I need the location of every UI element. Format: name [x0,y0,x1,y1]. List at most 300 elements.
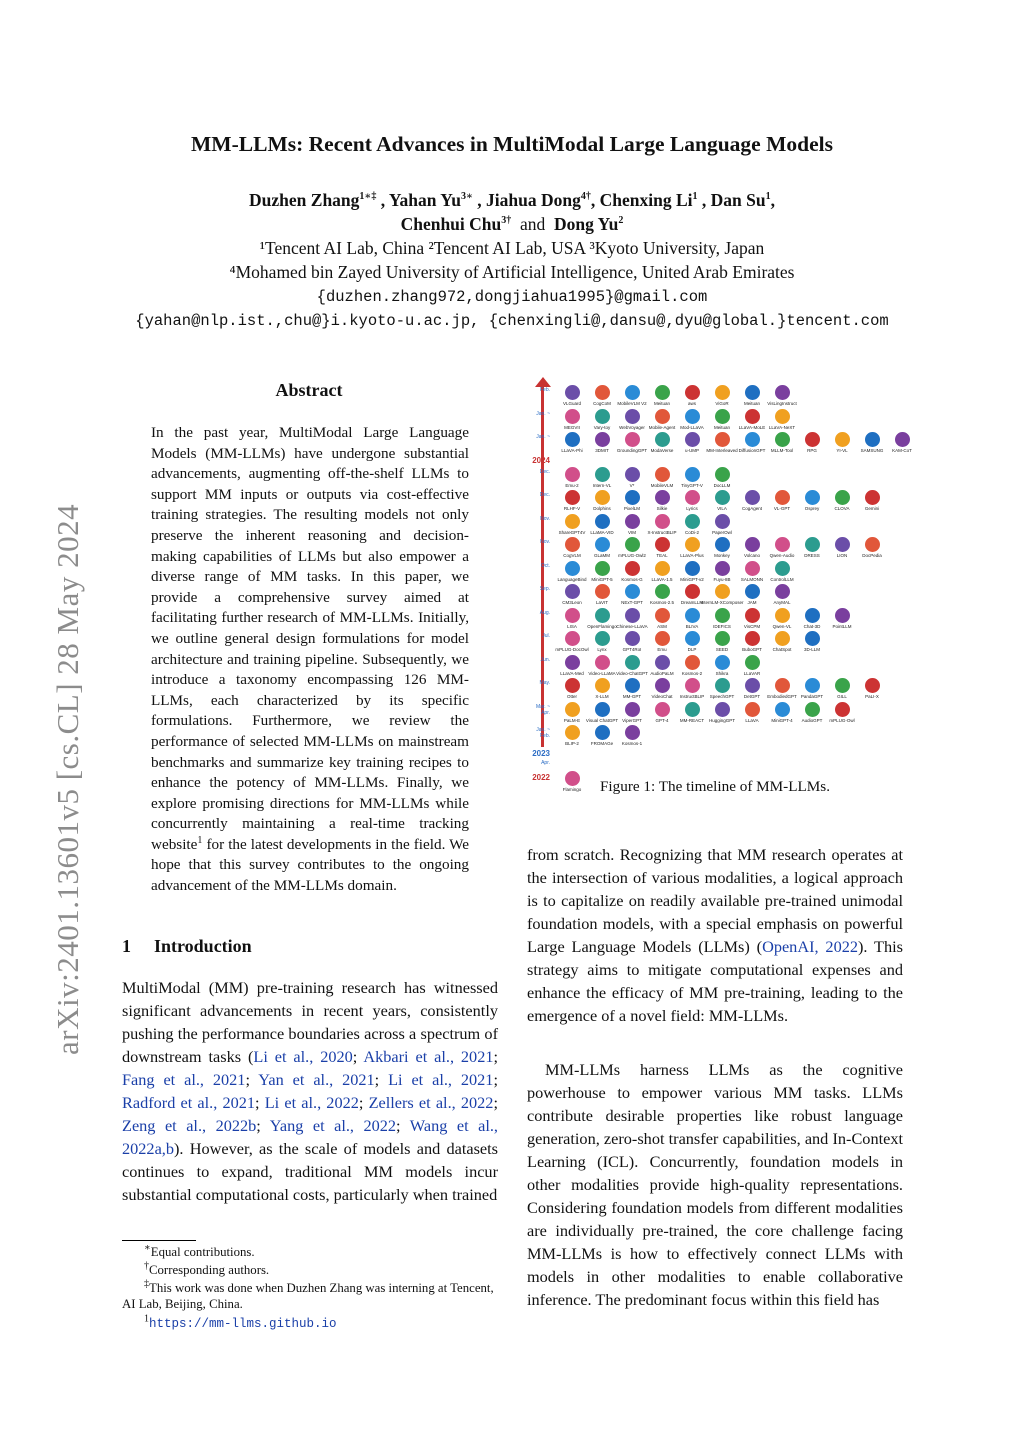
model-name: Video-ChatGPT [616,670,648,676]
model-name: SAMSUNG [860,448,884,453]
footnote [122,1280,498,1312]
model-entry [618,490,646,511]
citation[interactable]: Zellers et al., 2022 [368,1093,494,1112]
model-name: CogVLM [563,553,581,558]
footnote-mark: 1 [197,834,203,846]
model-name: RPG [807,448,817,453]
timeline-row [558,725,646,746]
timeline-label: Apr. [541,759,550,766]
model-entry [648,631,676,652]
model-name: LLaMA-VID [590,529,614,535]
model-entry [648,678,676,699]
model-name: AudioPaLM [650,670,674,676]
model-entry [588,432,616,453]
abstract-text [151,423,469,897]
model-name: ViGoR [715,401,729,406]
model-name: X-InstructBLIP [647,529,677,535]
model-name: Kosmos-2 [681,670,703,676]
model-logo-icon [655,655,670,670]
model-name: SpeechGPT [709,694,735,699]
project-link[interactable]: https://mm-llms.github.io [149,1317,337,1331]
model-name: MobileVLM [650,482,674,488]
model-entry [618,467,646,488]
model-entry [768,631,796,652]
model-entry [588,561,616,582]
timeline-row [558,655,766,676]
model-name: AudioGPT [801,717,823,723]
footnote-mark: † [144,1260,149,1272]
citation-separator: ; [493,1070,498,1089]
model-entry [678,490,706,511]
model-logo-icon [595,467,610,482]
model-logo-icon [685,467,700,482]
model-name: mPLUG-DocOwl [555,647,589,652]
email-line-1: {duzhen.zhang972,dongjiahua1995}@gmail.com [316,288,708,306]
model-entry [768,561,796,582]
model-logo-icon [595,725,610,740]
model-logo-icon [685,561,700,576]
model-logo-icon [715,584,730,599]
model-entry [708,561,736,582]
timeline-label: 2022 [532,772,550,782]
model-name: TinyGPT-V [681,482,703,488]
paragraph-text-end: ). This strategy aims to mitigate computational expenses and enhance the efficacy of MM pre-training, leading to the emergence of a novel field: MM-LLMs. [527,937,903,1025]
model-logo-icon [685,537,700,552]
model-logo-icon [625,385,640,400]
model-name: PaperOwl [712,529,732,535]
model-name: GPT4RoI [622,647,642,652]
model-logo-icon [715,514,730,529]
model-logo-icon [595,432,610,447]
author: Dong Yu [554,214,619,234]
timeline-row [558,514,736,535]
model-entry [648,608,676,629]
model-logo-icon [775,432,790,447]
timeline-row [558,537,886,558]
model-name: MM-GPT [622,694,642,699]
model-entry [738,409,766,430]
model-entry [678,537,706,558]
model-logo-icon [865,490,880,505]
model-entry [588,490,616,511]
author-and: and [520,214,546,234]
model-entry [558,702,586,723]
model-logo-icon [565,608,580,623]
model-name: 3D-LLM [803,647,820,652]
model-logo-icon [685,514,700,529]
model-entry [618,537,646,558]
author-line-1: Duzhen Zhang$^{1∗\ddagger}$ , Yahan $Yu^{3∗}$ , Jiahua Dong$^{4\dagger}$, Chenxing Li$^1$ , Dan Su$^1$, [249,190,775,210]
model-name: Kosmos-G [621,576,643,582]
model-logo-icon [775,631,790,646]
model-entry [618,725,646,746]
model-entry [738,490,766,511]
model-name: Emu-2 [565,482,579,488]
model-entry [588,655,616,676]
model-name: MiniGPT-5 [591,576,613,582]
model-entry [768,608,796,629]
model-name: ShareGPT4V [558,529,586,535]
model-logo-icon [835,678,850,693]
model-entry [738,702,766,723]
model-entry [708,608,736,629]
model-name: DocLLM [713,482,731,488]
model-name: Osprey [804,506,820,511]
model-logo-icon [595,655,610,670]
model-logo-icon [745,490,760,505]
citation[interactable]: Fang et al., 2021 [122,1070,246,1089]
model-entry [798,702,826,723]
model-logo-icon [595,702,610,717]
model-entry [768,584,796,605]
model-name: Meituan [653,401,670,406]
timeline-label: Mar. ~ Apr. [535,703,550,716]
citation[interactable]: Li et al., 2020 [253,1047,353,1066]
model-logo-icon [715,490,730,505]
citation[interactable]: Radford et al., 2021 [122,1093,256,1112]
model-entry [708,678,736,699]
model-logo-icon [565,561,580,576]
model-name: VIM [627,529,636,535]
citation[interactable]: Li et al., 2022 [264,1093,359,1112]
author-line-2 [0,212,1024,236]
model-name: Shikra [715,670,729,676]
timeline-row [555,631,826,652]
model-entry [678,409,706,430]
model-logo-icon [745,608,760,623]
model-entry [708,655,736,676]
model-name: LanguageBind [557,576,587,582]
model-logo-icon [655,514,670,529]
model-logo-icon [745,655,760,670]
paragraph-text: MultiModal (MM) pre-training research has witnessed significant advancements in recent years, consistently pushing the performance boundaries across a spectrum of downstream tasks ( [122,978,498,1066]
citation[interactable]: Yan et al., 2021 [258,1070,375,1089]
model-name: Mod-LLaVA [680,424,704,430]
model-name: ModaVerse [650,448,674,453]
citation-separator: ; [352,1047,364,1066]
model-entry [678,631,706,652]
model-entry [798,608,826,629]
model-logo-icon [715,409,730,424]
model-name: MEGVII [564,424,580,430]
model-logo-icon [865,432,880,447]
model-logo-icon [715,702,730,717]
timeline-label: Jan. ~ [536,434,550,440]
model-logo-icon [715,385,730,400]
author-sup: 1 [692,191,698,203]
model-name: mPLUG-Owl [829,717,855,723]
model-name: MiniGPT-4 [771,717,793,723]
model-logo-icon [595,561,610,576]
model-entry [618,432,646,453]
model-logo-icon [685,385,700,400]
model-entry [588,385,616,406]
author-sup: 3† [501,215,512,227]
model-logo-icon [655,490,670,505]
model-logo-icon [655,702,670,717]
citation-separator: ; [358,1093,369,1112]
section-title: Introduction [154,936,252,956]
model-name: VideoChat [651,694,673,699]
model-entry [708,490,736,511]
model-logo-icon [595,385,610,400]
model-entry [828,678,856,699]
model-logo-icon [835,490,850,505]
model-entry [558,514,586,535]
timeline-label: Nov. [540,515,550,522]
model-logo-icon [775,584,790,599]
model-name: CogAgent [741,506,762,511]
model-name: Kosmos-2.5 [649,600,674,605]
paragraph-text: from scratch. Recognizing that MM research operates at the intersection of various modalities, a logical approach is to capitalize on readily available pre-trained unimodal foundation models, with a special emphasis on powerful Large Language Models (LLMs) ( [527,845,903,956]
model-logo-icon [625,608,640,623]
model-name: LLaVA-MoLE [738,424,766,430]
abstract-body: In the past year, MultiModal Large Language Models (MM-LLMs) have undergone substantial advancements, augmenting off-the-shelf LLMs to support MM inputs or outputs via cost-effective training strategies. The resulting models not only preserve the inherent reasoning and decision-making capabilities of LLMs but also empower a diverse range of MM tasks. In this paper, we provide a comprehensive survey aimed at facilitating further research of MM-LLMs. Initially, we outline general design formulations for model architecture and training pipeline. Subsequently, we introduce a taxonomy encompassing 126 MM-LLMs, each characterized by its specific formulations. Furthermore, we review the performance of selected MM-LLMs on mainstream benchmarks and summarize key training recipes to enhance the potency of MM-LLMs. Finally, we explore promising directions for MM-LLMs while concurrently maintaining a real-time tracking website [151,424,469,853]
model-name: LLaVA-Med [560,670,584,676]
footnote [122,1315,498,1332]
model-logo-icon [625,467,640,482]
timeline-row [558,584,796,605]
model-name: SEED [715,647,729,652]
model-entry [618,385,646,406]
arxiv-sidebar-stamp: arXiv:2401.13601v5 [cs.CL] 28 May 2024 [50,503,85,1055]
model-entry [558,432,586,453]
model-name: ChatSpot [772,647,792,652]
model-logo-icon [595,608,610,623]
citation[interactable]: Wang et al., 2022a,b [122,1116,498,1158]
model-name: 3DMIT [595,448,609,453]
citation-separator: ; [256,1116,270,1135]
model-entry [768,432,796,453]
model-entry [558,725,586,746]
citation-separator: ; [374,1070,389,1089]
timeline-row [558,490,886,511]
model-logo-icon [685,490,700,505]
model-entry [618,678,646,699]
model-entry [768,385,796,406]
model-entry [768,409,796,430]
model-entry [768,678,796,699]
model-logo-icon [805,631,820,646]
model-logo-icon [775,537,790,552]
model-entry [738,631,766,652]
model-name: SALMONN [740,576,764,582]
figure-caption: Figure 1: The timeline of MM-LLMs. [599,778,831,795]
model-logo-icon [655,631,670,646]
timeline-label: Jun. [540,656,550,663]
model-logo-icon [595,584,610,599]
citation[interactable]: Akbari et al., 2021 [363,1047,494,1066]
paragraph-text-end: ). However, as the scale of models and datasets continues to expand, traditional MM models incur substantial computational costs, particularly when trained [122,1139,498,1204]
model-name: Flamingo [562,786,582,792]
model-name: Silkie [656,506,668,511]
model-logo-icon [745,537,760,552]
model-entry [738,608,766,629]
footnote-text: This work was done when Duzhen Zhang was interning at Tencent, AI Lab, Beijing, China. [122,1281,494,1311]
model-entry [738,385,766,406]
model-logo-icon [655,467,670,482]
model-logo-icon [805,678,820,693]
timeline-label: Jul. [542,633,550,639]
timeline-label: Dec. [539,492,550,498]
model-name: InstructBLIP [679,694,705,699]
model-name: BLIP-2 [565,741,579,746]
model-name: aws [687,401,696,406]
model-entry [708,631,736,652]
model-logo-icon [655,409,670,424]
model-name: GILL [837,694,847,699]
model-name: VILA [717,506,727,511]
model-entry [648,655,676,676]
model-logo-icon [625,655,640,670]
model-logo-icon [775,385,790,400]
model-logo-icon [625,584,640,599]
intro-paragraph-right-2: MM-LLMs harness LLMs as the cognitive powerhouse to empower various MM tasks. LLMs contribute desirable properties like robust language generation, zero-shot transfer capabilities, and In-Context Learning (ICL). Concurrently, foundation models in other modalities provide high-quality representations. Considering foundation models from different modalities are individually pre-trained, the core challenge facing MM-LLMs is how to effectively connect LLMs with models in other modalities to enable collaborative inference. The predominant focus within this field has [527,1060,903,1309]
model-name: LLaVA [745,717,759,723]
intro-paragraph-1 [122,976,498,1206]
model-logo-icon [745,678,760,693]
model-entry [858,537,886,558]
model-name: V* [629,482,635,488]
model-entry [768,702,796,723]
model-entry [708,514,736,535]
timeline-row [558,432,916,453]
model-entry [588,409,616,430]
model-logo-icon [715,655,730,670]
footnote-rule [122,1240,196,1241]
model-entry [618,655,646,676]
model-name: DreamLLM [680,600,704,605]
model-entry [558,385,586,406]
model-entry [558,584,586,605]
footnote-mark: ‡ [144,1278,149,1290]
model-name: OpenFlamingo [587,623,617,629]
model-entry [798,678,826,699]
model-entry [558,678,586,699]
model-name: Meituan [713,424,730,430]
model-logo-icon [685,409,700,424]
citation-separator: ; [396,1116,410,1135]
model-logo-icon [865,678,880,693]
citation[interactable]: OpenAI, 2022 [762,937,858,956]
author: Dan Su [710,190,766,210]
model-name: JAM [747,600,757,605]
model-name: DocPedia [862,553,882,558]
model-logo-icon [565,537,580,552]
model-logo-icon [685,702,700,717]
model-logo-icon [625,678,640,693]
model-logo-icon [625,490,640,505]
model-entry [798,631,826,652]
model-entry [708,702,736,723]
model-name: VisLingInstruct [767,401,797,406]
model-entry [708,385,736,406]
model-name: Kosmos-1 [621,741,643,746]
paper-title: MM-LLMs: Recent Advances in MultiModal Large Language Models [191,132,833,156]
model-entry [708,409,736,430]
model-name: PointLLM [832,623,852,629]
model-entry [648,537,676,558]
model-logo-icon [745,409,760,424]
model-name: Video-LLaMA [588,670,616,676]
timeline-label: Feb. [539,387,550,393]
model-logo-icon [565,385,580,400]
model-name: Visual ChatGPT [585,717,619,723]
model-entry [588,537,616,558]
model-logo-icon [625,537,640,552]
model-name: AnyMAL [773,600,791,605]
model-logo-icon [775,678,790,693]
model-name: IDEFICS [713,623,731,629]
citation[interactable]: Zeng et al., 2022b [122,1116,257,1135]
citation[interactable]: Yang et al., 2022 [269,1116,397,1135]
model-name: MobileVLM V2 [617,401,647,406]
model-entry [708,467,736,488]
model-logo-icon [655,432,670,447]
model-logo-icon [655,678,670,693]
model-name: Intern-VL [592,482,612,488]
model-entry [678,467,706,488]
model-entry [558,608,586,629]
model-entry [738,561,766,582]
model-name: LaVIT [595,600,608,605]
model-name: ControlLLM [770,576,794,582]
model-name: MM-Interleaved [706,448,738,453]
model-logo-icon [895,432,910,447]
model-entry [828,537,856,558]
model-name: DiffusionGPT [738,448,766,453]
model-entry [768,490,796,511]
model-name: VL-GPT [773,506,791,511]
model-entry [828,608,856,629]
email-line-2: {yahan@nlp.ist.,chu@}i.kyoto-u.ac.jp, {chenxingli@,dansu@,dyu@global.}tencent.com [135,312,889,330]
model-logo-icon [565,514,580,529]
model-entry [738,678,766,699]
footnote [122,1244,498,1260]
model-entry [678,678,706,699]
model-entry [618,702,646,723]
model-entry [648,409,676,430]
model-name: ASM [657,623,667,629]
model-entry [648,490,676,511]
model-logo-icon [655,584,670,599]
timeline-row [558,608,856,629]
model-entry [708,432,736,453]
model-logo-icon [835,608,850,623]
model-name: LLaVA-NeXT [768,424,796,430]
model-name: LLaVA-1.5 [651,576,673,582]
model-name: mPLUG-Owl2 [618,553,646,558]
model-logo-icon [655,537,670,552]
model-logo-icon [595,631,610,646]
model-entry [888,432,916,453]
section-heading-introduction [122,936,252,957]
model-logo-icon [565,409,580,424]
model-name: Vary-toy [593,424,611,430]
author: Chenhui Chu [400,214,502,234]
model-name: Otter [566,694,577,699]
citation[interactable]: Li et al., 2021 [388,1070,494,1089]
model-name: TEAL [656,553,668,558]
model-logo-icon [745,385,760,400]
model-entry [648,432,676,453]
model-name: LION [836,553,848,558]
model-logo-icon [655,385,670,400]
author: Chenxing Li [599,190,693,210]
model-name: Chat-3D [803,623,821,629]
model-logo-icon [745,561,760,576]
model-entry [678,608,706,629]
